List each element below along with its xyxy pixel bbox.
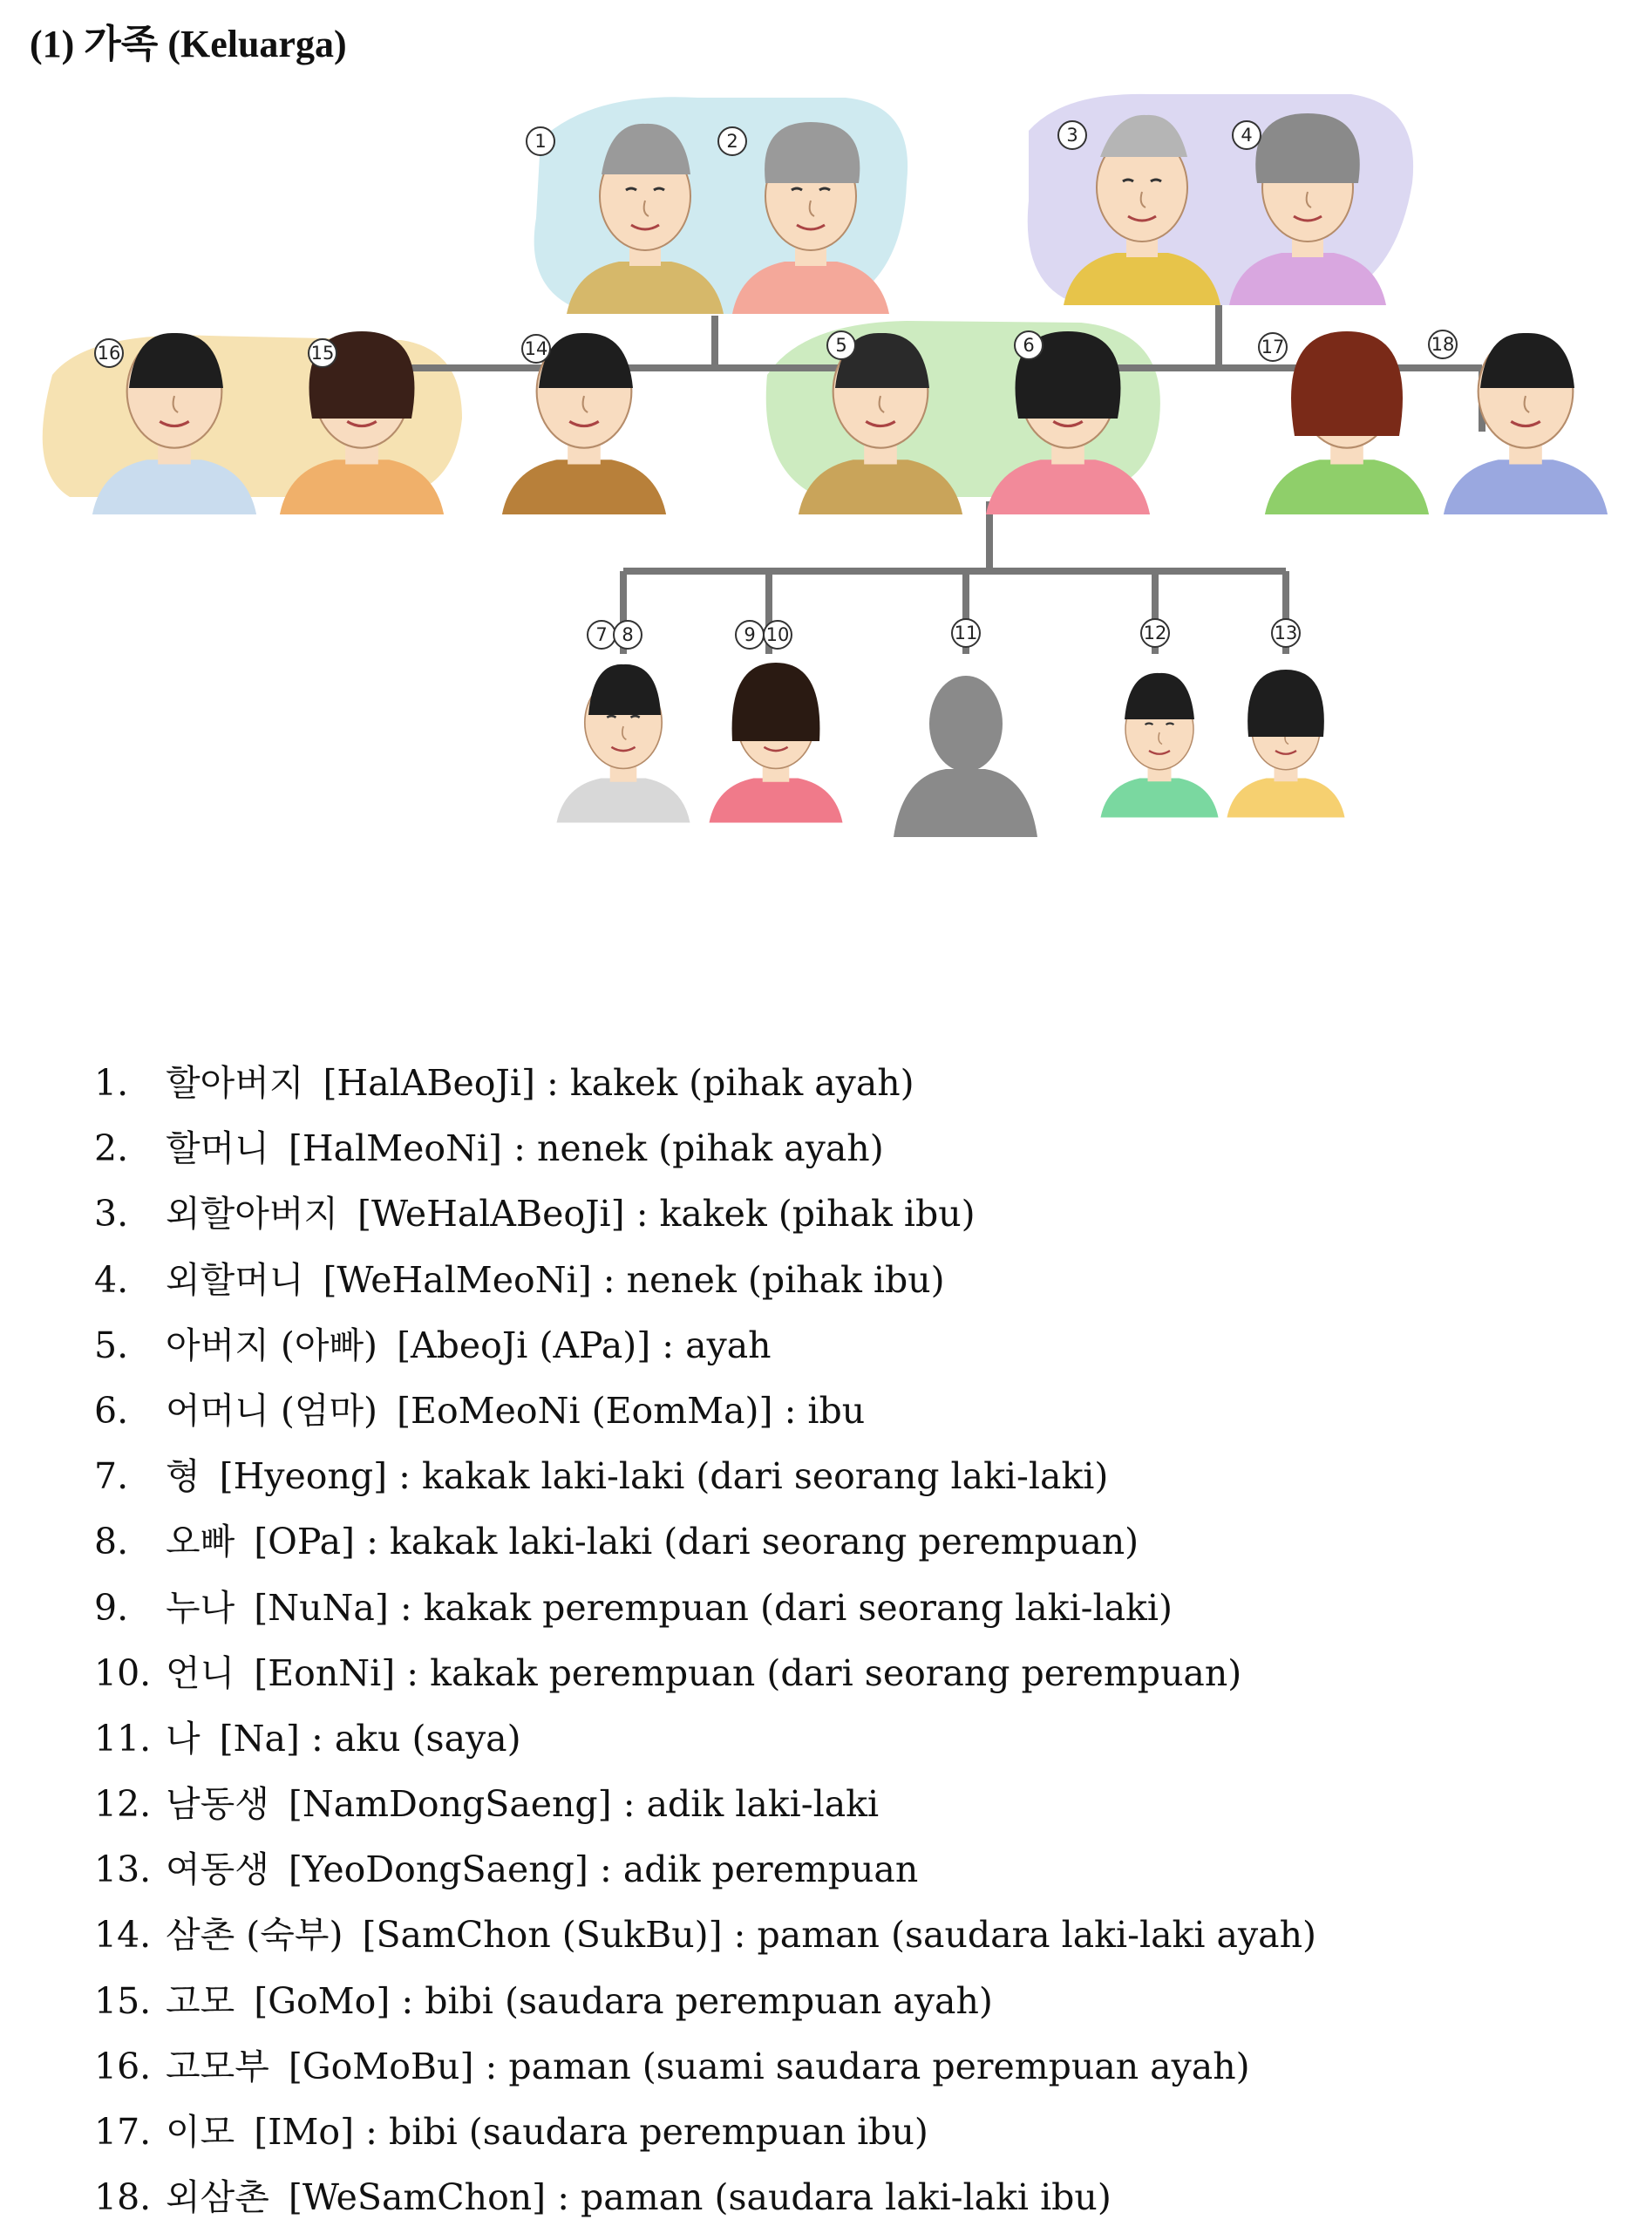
vocab-definition: : kakak laki-laki (dari seorang perempuan) — [366, 1521, 1139, 1563]
vocab-korean: 이모 — [166, 2111, 235, 2153]
vocab-item — [94, 1969, 1316, 2034]
vocab-definition: : ibu — [784, 1389, 866, 1432]
vocab-romanization: [OPa] — [254, 1521, 356, 1563]
vocab-number: 13. — [94, 1848, 152, 1891]
vocab-romanization: [HalABeoJi] — [323, 1062, 535, 1104]
vocab-item — [94, 1903, 1316, 1968]
vocab-romanization: [GoMoBu] — [288, 2045, 474, 2087]
badge-label-3: 3 — [1066, 125, 1078, 146]
vocab-romanization: [NuNa] — [254, 1586, 389, 1629]
person-11-self-silhouette — [894, 676, 1037, 837]
badge-label-4: 4 — [1241, 125, 1253, 146]
vocab-item — [94, 2100, 1316, 2165]
vocab-definition: : bibi (saudara perempuan ayah) — [401, 1979, 993, 2022]
vocab-korean: 할아버지 — [166, 1062, 304, 1104]
vocab-item — [94, 2034, 1316, 2100]
vocab-definition: : kakek (pihak ibu) — [636, 1193, 976, 1236]
vocabulary-list — [94, 1051, 1316, 2230]
person-13-younger-sister — [1227, 670, 1345, 818]
vocab-number: 9. — [94, 1586, 129, 1629]
vocab-number: 10. — [94, 1651, 152, 1694]
vocab-romanization: [IMo] — [254, 2111, 355, 2153]
vocab-number: 11. — [94, 1717, 152, 1760]
vocab-romanization: [WeHalMeoNi] — [323, 1258, 592, 1301]
person-17-maternal-aunt — [1265, 331, 1429, 514]
vocab-romanization: [AbeoJi (APa)] — [397, 1324, 651, 1366]
badge-label-5: 5 — [835, 335, 847, 356]
vocab-korean: 오빠 — [166, 1521, 235, 1563]
vocab-number: 1. — [94, 1062, 129, 1104]
vocab-item — [94, 1444, 1316, 1509]
vocab-definition: : adik perempuan — [599, 1848, 919, 1891]
vocab-number: 7. — [94, 1455, 129, 1498]
vocab-item — [94, 1313, 1316, 1379]
badge-label-10: 10 — [765, 624, 790, 645]
vocab-korean: 외할머니 — [166, 1258, 304, 1301]
vocab-item — [94, 1837, 1316, 1903]
vocab-definition: : aku (saya) — [310, 1717, 521, 1760]
person-14-paternal-uncle — [502, 333, 666, 514]
family-tree-illustration — [35, 87, 1621, 977]
vocab-item — [94, 1706, 1316, 1772]
vocab-number: 16. — [94, 2045, 152, 2087]
badge-label-6: 6 — [1023, 335, 1035, 356]
vocab-item — [94, 1248, 1316, 1313]
vocab-romanization: [EoMeoNi (EomMa)] — [397, 1389, 773, 1432]
vocab-korean: 아버지 (아빠) — [166, 1324, 378, 1366]
badge-label-18: 18 — [1431, 334, 1455, 355]
vocab-definition: : paman (saudara laki-laki ibu) — [557, 2176, 1112, 2219]
vocab-definition: : paman (saudara laki-laki ayah) — [733, 1914, 1316, 1957]
vocab-romanization: [EonNi] — [254, 1651, 396, 1694]
vocab-romanization: [WeSamChon] — [288, 2176, 547, 2219]
vocab-definition: : kakak laki-laki (dari seorang laki-laki) — [398, 1455, 1109, 1498]
vocab-item — [94, 1181, 1316, 1247]
vocab-number: 12. — [94, 1783, 152, 1826]
badge-label-11: 11 — [954, 623, 978, 643]
badge-label-15: 15 — [310, 343, 335, 364]
vocab-romanization: [WeHalABeoJi] — [357, 1193, 625, 1236]
vocab-definition: : nenek (pihak ibu) — [602, 1258, 945, 1301]
vocab-korean: 할머니 — [166, 1127, 269, 1170]
vocab-romanization: [Hyeong] — [219, 1455, 388, 1498]
person-7-8-older-brother — [557, 664, 690, 823]
vocab-definition: : nenek (pihak ayah) — [513, 1127, 884, 1170]
badge-label-8: 8 — [622, 624, 634, 645]
person-9-10-older-sister — [710, 663, 843, 823]
vocab-number: 2. — [94, 1127, 129, 1170]
vocab-korean: 고모부 — [166, 2045, 269, 2087]
vocab-item — [94, 1379, 1316, 1444]
vocab-korean: 외할아버지 — [166, 1193, 339, 1236]
vocab-item — [94, 1509, 1316, 1575]
vocab-definition: : kakak perempuan (dari seorang perempuan) — [406, 1651, 1242, 1694]
vocab-korean: 누나 — [166, 1586, 235, 1629]
vocab-item — [94, 1576, 1316, 1641]
vocab-romanization: [YeoDongSaeng] — [288, 1848, 588, 1891]
vocab-korean: 외삼촌 — [166, 2176, 269, 2219]
vocab-romanization: [GoMo] — [254, 1979, 391, 2022]
vocab-korean: 언니 — [166, 1651, 235, 1694]
vocab-number: 18. — [94, 2176, 152, 2219]
vocab-definition: : paman (suami saudara perempuan ayah) — [485, 2045, 1250, 2087]
person-12-younger-brother — [1101, 673, 1219, 818]
vocab-romanization: [HalMeoNi] — [288, 1127, 503, 1170]
vocab-number: 17. — [94, 2111, 152, 2153]
vocab-definition: : ayah — [662, 1324, 772, 1366]
page-title: (1) 가족 (Keluarga) — [30, 23, 347, 65]
badge-label-13: 13 — [1274, 623, 1298, 643]
badge-label-9: 9 — [744, 624, 756, 645]
vocab-number: 5. — [94, 1324, 129, 1366]
vocab-item — [94, 1116, 1316, 1181]
vocab-number: 4. — [94, 1258, 129, 1301]
badge-label-7: 7 — [595, 624, 608, 645]
vocab-item — [94, 1772, 1316, 1837]
badge-label-12: 12 — [1143, 623, 1167, 643]
badge-label-14: 14 — [524, 338, 548, 359]
vocab-definition: : bibi (saudara perempuan ibu) — [365, 2111, 928, 2153]
vocab-item — [94, 2165, 1316, 2230]
vocab-korean: 고모 — [166, 1979, 235, 2022]
vocab-definition: : adik laki-laki — [622, 1783, 880, 1826]
vocab-korean: 나 — [166, 1717, 201, 1760]
badge-label-17: 17 — [1261, 337, 1285, 357]
vocab-item — [94, 1641, 1316, 1706]
vocab-item — [94, 1051, 1316, 1116]
vocab-number: 8. — [94, 1521, 129, 1563]
vocab-korean: 형 — [166, 1455, 201, 1498]
vocab-romanization: [Na] — [219, 1717, 300, 1760]
vocab-number: 3. — [94, 1193, 129, 1236]
vocab-korean: 여동생 — [166, 1848, 269, 1891]
vocab-korean: 삼촌 (숙부) — [166, 1914, 343, 1957]
vocab-definition: : kakak perempuan (dari seorang laki-laki) — [399, 1586, 1173, 1629]
vocab-romanization: [NamDongSaeng] — [288, 1783, 612, 1826]
vocab-number: 6. — [94, 1389, 129, 1432]
vocab-definition: : kakek (pihak ayah) — [547, 1062, 914, 1104]
badge-label-1: 1 — [534, 131, 547, 152]
badge-label-2: 2 — [726, 131, 738, 152]
vocab-korean: 남동생 — [166, 1783, 269, 1826]
vocab-number: 14. — [94, 1914, 152, 1957]
badge-label-16: 16 — [97, 343, 121, 364]
vocab-korean: 어머니 (엄마) — [166, 1389, 378, 1432]
vocab-number: 15. — [94, 1979, 152, 2022]
vocab-romanization: [SamChon (SukBu)] — [362, 1914, 723, 1957]
person-18-maternal-uncle — [1444, 333, 1608, 514]
